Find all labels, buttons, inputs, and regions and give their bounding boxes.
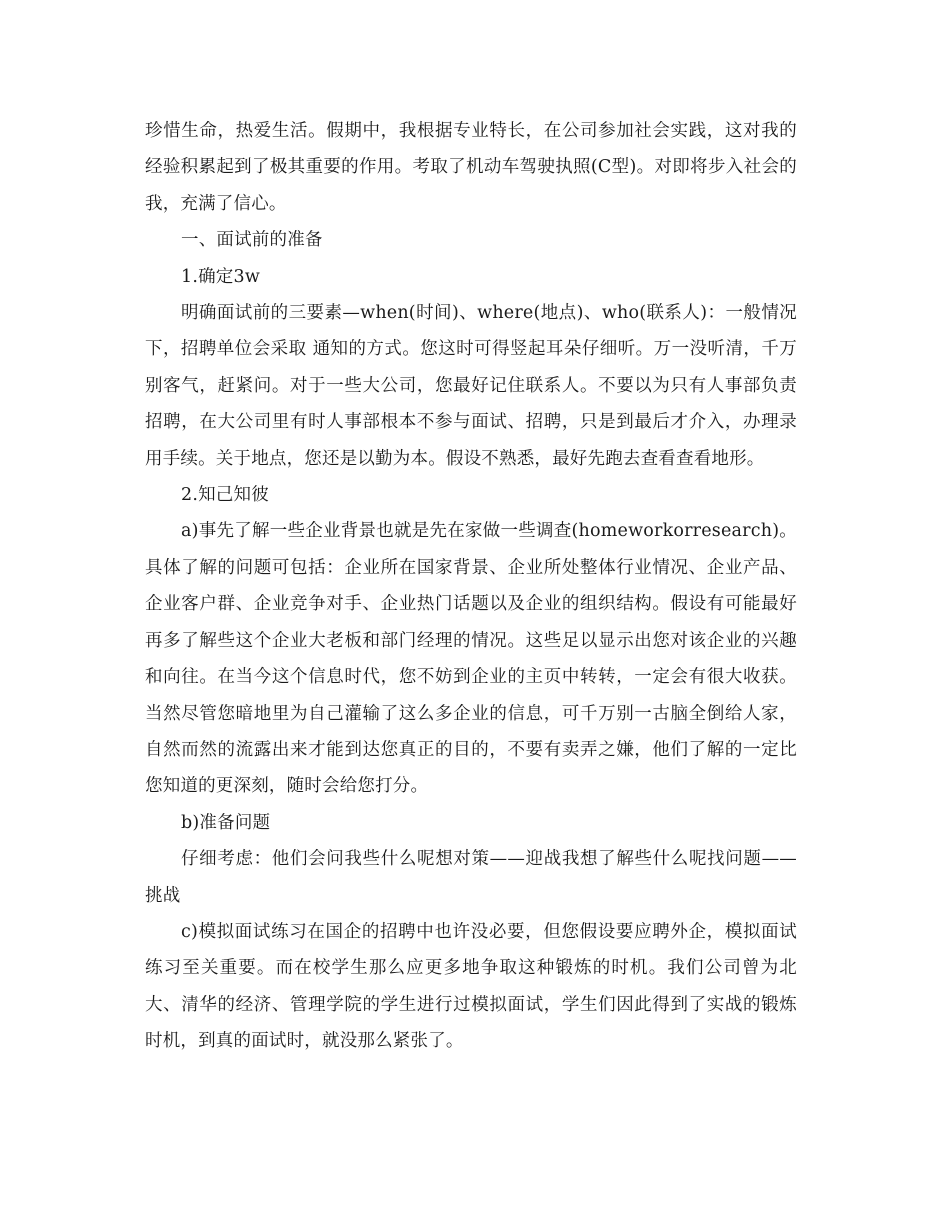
- heading-prepare-questions: b)准备问题: [181, 812, 271, 833]
- document-body: [145, 113, 797, 1060]
- heading-interview-preparation: 一、面试前的准备: [181, 230, 323, 251]
- paragraph-mock-interview: c)模拟面试练习在国企的招聘中也许没必要，但您假设要应聘外企，模拟面试练习至关重要。而在校学生那么应更多地争取这种锻炼的时机。我们公司曾为北大、清华的经济、管理学院的学生进行过模拟面试，学生们因此得到了实战的锻炼时机，到真的面试时，就没那么紧张了。: [145, 921, 797, 1052]
- paragraph-company-research: a)事先了解一些企业背景也就是先在家做一些调查(homeworkorresearch)。具体了解的问题可包括：企业所在国家背景、企业所处整体行业情况、企业产品、企业客户群、企业竞争对手、企业热门话题以及企业的组织结构。假设有可能最好再多了解些这个企业大老板和部门经理的情况。这些足以显示出您对该企业的兴趣和向往。在当今这个信息时代，您不妨到企业的主页中转转，一定会有很大收获。当然尽管您暗地里为自己灌输了这么多企业的信息，可千万别一古脑全倒给人家，自然而然的流露出来才能到达您真正的目的，不要有卖弄之嫌，他们了解的一定比您知道的更深刻，随时会给您打分。: [145, 521, 797, 797]
- heading-know-yourself: 2.知己知彼: [181, 485, 269, 506]
- heading-determine-3w: 1.确定3w: [181, 266, 261, 287]
- paragraph-three-elements: 明确面试前的三要素—when(时间)、where(地点)、who(联系人)：一般情况下，招聘单位会采取 通知的方式。您这时可得竖起耳朵仔细听。万一没听清，千万别客气，赶紧问。对于一些大公司，您最好记住联系人。不要以为只有人事部负责招聘，在大公司里有时人事部根本不参与面试、招聘，只是到最后才介入，办理录用手续。关于地点，您还是以勤为本。假设不熟悉，最好先跑去查看查看地形。: [145, 303, 797, 469]
- paragraph-consider-questions: 仔细考虑：他们会问我些什么呢想对策——迎战我想了解些什么呢找问题——挑战: [145, 849, 797, 906]
- paragraph-intro: 珍惜生命，热爱生活。假期中，我根据专业特长，在公司参加社会实践，这对我的经验积累起到了极其重要的作用。考取了机动车驾驶执照(C型)。对即将步入社会的我，充满了信心。: [145, 121, 797, 214]
